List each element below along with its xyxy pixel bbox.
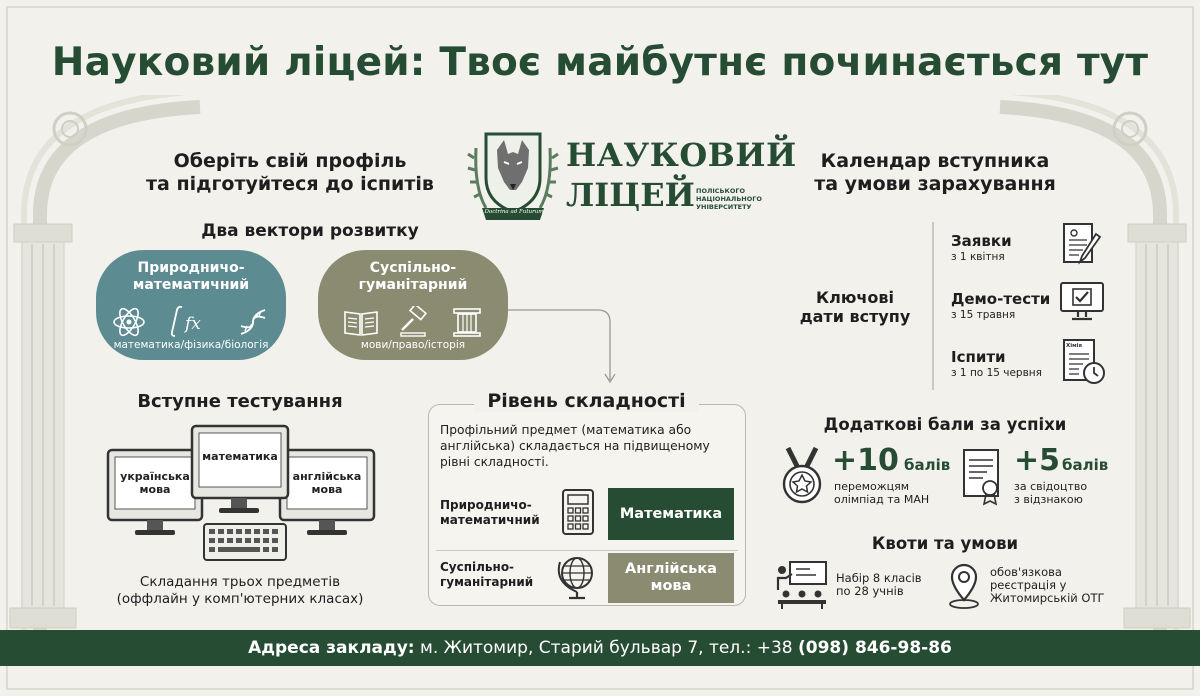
dates-bracket: [932, 222, 934, 390]
logo-motto: Doctrina ad Futurum: [484, 209, 544, 215]
footer-address: м. Житомир, Старий бульвар 7, тел.: +38: [414, 638, 798, 658]
bonus-heading: Додаткові бали за успіхи: [823, 415, 1067, 434]
svg-text:fx: fx: [185, 314, 201, 334]
key-dates-label: Ключові дати вступу: [799, 288, 911, 326]
bonus-points-certificate: +5: [1014, 443, 1061, 478]
level-subject-math: Математика: [608, 488, 734, 540]
quotas-heading: Квоти та умови: [871, 534, 1019, 553]
left-column-decoration: [8, 210, 78, 630]
footer-label: Адреса закладу:: [248, 638, 415, 658]
date-title-exams: Іспити: [951, 348, 1006, 366]
logo-line1: НАУКОВИЙ: [566, 136, 797, 174]
profile-subjects: математика/фізика/біологія: [113, 339, 269, 351]
dna-icon: [235, 304, 271, 340]
certificate-icon: [960, 448, 1006, 506]
quota-registration: обов'язкова реєстрація у Житомирській ОТГ: [990, 565, 1105, 605]
date-value-exams: з 1 по 15 червня: [951, 367, 1042, 379]
profile-social-humanitarian: [318, 250, 508, 360]
level-subject-english: Англійська мова: [608, 553, 734, 603]
bonus-desc-olympiad: переможцям олімпіад та МАН: [834, 480, 930, 506]
bonus-unit-certificate: балів: [1062, 456, 1109, 474]
date-value-demo-tests: з 15 травня: [951, 309, 1016, 321]
difficulty-heading: Рівень складності: [474, 390, 699, 412]
column-icon: [451, 306, 483, 338]
logo-line2: ЛІЦЕЙ: [566, 176, 695, 214]
monitor-label-math: математика: [202, 450, 278, 463]
exam-icon-label: Хімія: [1066, 343, 1083, 349]
quota-classes: Набір 8 класів по 28 учнів: [836, 571, 922, 598]
level-row-divider: [436, 550, 738, 551]
open-book-icon: [343, 306, 379, 338]
bonus-unit-olympiad: балів: [904, 456, 951, 474]
page-title: Науковий ліцей: Твоє майбутнє починається тут: [51, 40, 1149, 85]
gavel-icon: [397, 306, 433, 338]
calendar-heading: Календар вступника та умови зарахування: [814, 150, 1056, 195]
difficulty-description: Профільний предмет (математика або англійська) складається на підвищеному рівні складності.: [440, 423, 710, 469]
bonus-points-olympiad: +10: [832, 443, 899, 478]
application-form-icon: [1060, 222, 1104, 266]
testing-heading: Вступне тестування: [137, 391, 343, 412]
vectors-heading: Два вектори розвитку: [201, 221, 419, 241]
classroom-icon: [774, 560, 830, 610]
profile-name: Суспільно- гуманітарний: [358, 260, 468, 293]
testing-caption: Складання трьох предметів (оффлайн у комп'ютерних класах): [116, 574, 364, 607]
integral-formula-icon: [165, 304, 217, 340]
computers-illustration: [100, 420, 400, 580]
monitor-checkmark-icon: [1058, 280, 1106, 324]
bonus-desc-certificate: за свідоцтво з відзнакою: [1014, 480, 1088, 506]
profile-natural-math: [96, 250, 286, 360]
footer-address-bar: [0, 630, 1200, 666]
profile-subjects: мови/право/історія: [360, 339, 466, 351]
connector-arrow: [500, 300, 620, 390]
lyceum-logo: [464, 128, 797, 223]
logo-subtitle: ПОЛІСЬКОГО НАЦІОНАЛЬНОГО УНІВЕРСИТЕТУ: [696, 187, 762, 211]
level-row-profile: Природничо- математичний: [440, 498, 540, 527]
medal-icon: [776, 446, 828, 508]
level-row-profile: Суспільно- гуманітарний: [440, 560, 534, 589]
monitor-label-ukrainian: українська мова: [120, 470, 190, 496]
location-pin-icon: [944, 560, 984, 610]
date-title-demo-tests: Демо-тести: [951, 290, 1051, 308]
atom-icon: [111, 304, 147, 340]
date-title-applications: Заявки: [951, 232, 1012, 250]
profile-name: Природничо- математичний: [132, 260, 250, 293]
calculator-icon: [560, 488, 596, 536]
profile-heading: Оберіть свій профіль та підготуйтеся до іспитів: [146, 150, 434, 195]
footer-phone: (098) 846-98-86: [798, 638, 952, 658]
date-value-applications: з 1 квітня: [951, 251, 1005, 263]
globe-icon: [556, 552, 598, 602]
monitor-label-english: англійська мова: [292, 470, 362, 496]
right-column-decoration: [1122, 210, 1192, 630]
